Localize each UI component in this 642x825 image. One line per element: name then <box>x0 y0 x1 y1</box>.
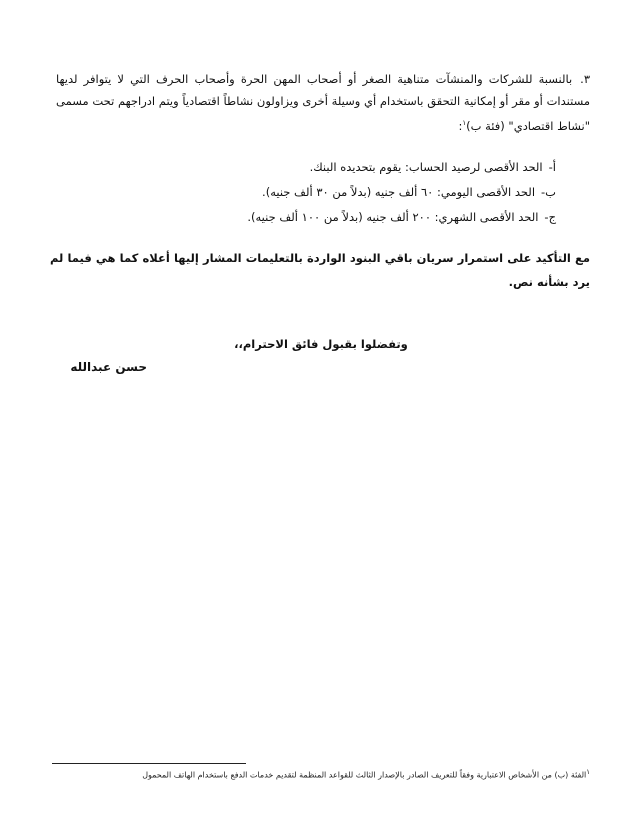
closing-salutation: وتفضلوا بقبول فائق الاحترام،، <box>234 337 408 351</box>
signatory-name: حسن عبدالله <box>70 360 147 374</box>
emphasis-line-2: يرد بشأنه نص. <box>508 275 590 289</box>
footnote-separator <box>52 763 246 764</box>
emphasis-line-1: مع التأكيد على استمرار سريان باقي البنود الواردة بالتعليمات المشار إليها أعلاه كما هي فيما لم <box>50 251 590 265</box>
item-3-line-1: بالنسبة للشركات والمنشآت متناهية الصغر أو أصحاب المهن الحرة وأصحاب الحرف التي لا <box>117 72 573 86</box>
item-3-line-3: ويتم ادراجهم تحت مسمى "نشاط اقتصادي" (فئة ب) <box>56 94 590 133</box>
limit-letter: أ- <box>548 160 556 174</box>
footnote-mark: ١ <box>586 768 590 776</box>
limit-item-monthly <box>76 205 556 230</box>
limit-letter: ب- <box>541 185 556 199</box>
item-3-line-2: يتوافر لديها مستندات أو مقر أو إمكانية التحقق باستخدام أي وسيلة أخرى ويزاولون نشاطاً اقتصادياً <box>56 72 590 108</box>
limit-item-daily <box>76 180 556 205</box>
item-3-paragraph <box>56 68 590 137</box>
footnote-reference[interactable]: ١ <box>462 119 467 127</box>
item-3-number: ٣. <box>580 72 590 86</box>
footnote <box>142 768 590 780</box>
limit-letter: ج- <box>544 210 556 224</box>
limit-item-balance <box>76 155 556 180</box>
limit-text: الحد الأقصى اليومي: ٦٠ ألف جنيه (بدلاً من ٣٠ ألف جنيه). <box>262 185 536 199</box>
limit-text: الحد الأقصى الشهري: ٢٠٠ ألف جنيه (بدلاً من ١٠٠ ألف جنيه). <box>247 210 539 224</box>
limit-text: الحد الأقصى لرصيد الحساب: يقوم بتحديده البنك. <box>309 160 543 174</box>
footnote-text: الفئة (ب) من الأشخاص الاعتبارية وفقاً للتعريف الصادر بالإصدار الثالث للقواعد المنظمة لتقديم خدمات الدفع باستخدام الهاتف المحمول <box>142 770 587 780</box>
item-3-colon: : <box>458 118 463 133</box>
limits-list <box>76 155 556 230</box>
emphasis-paragraph <box>50 246 590 294</box>
